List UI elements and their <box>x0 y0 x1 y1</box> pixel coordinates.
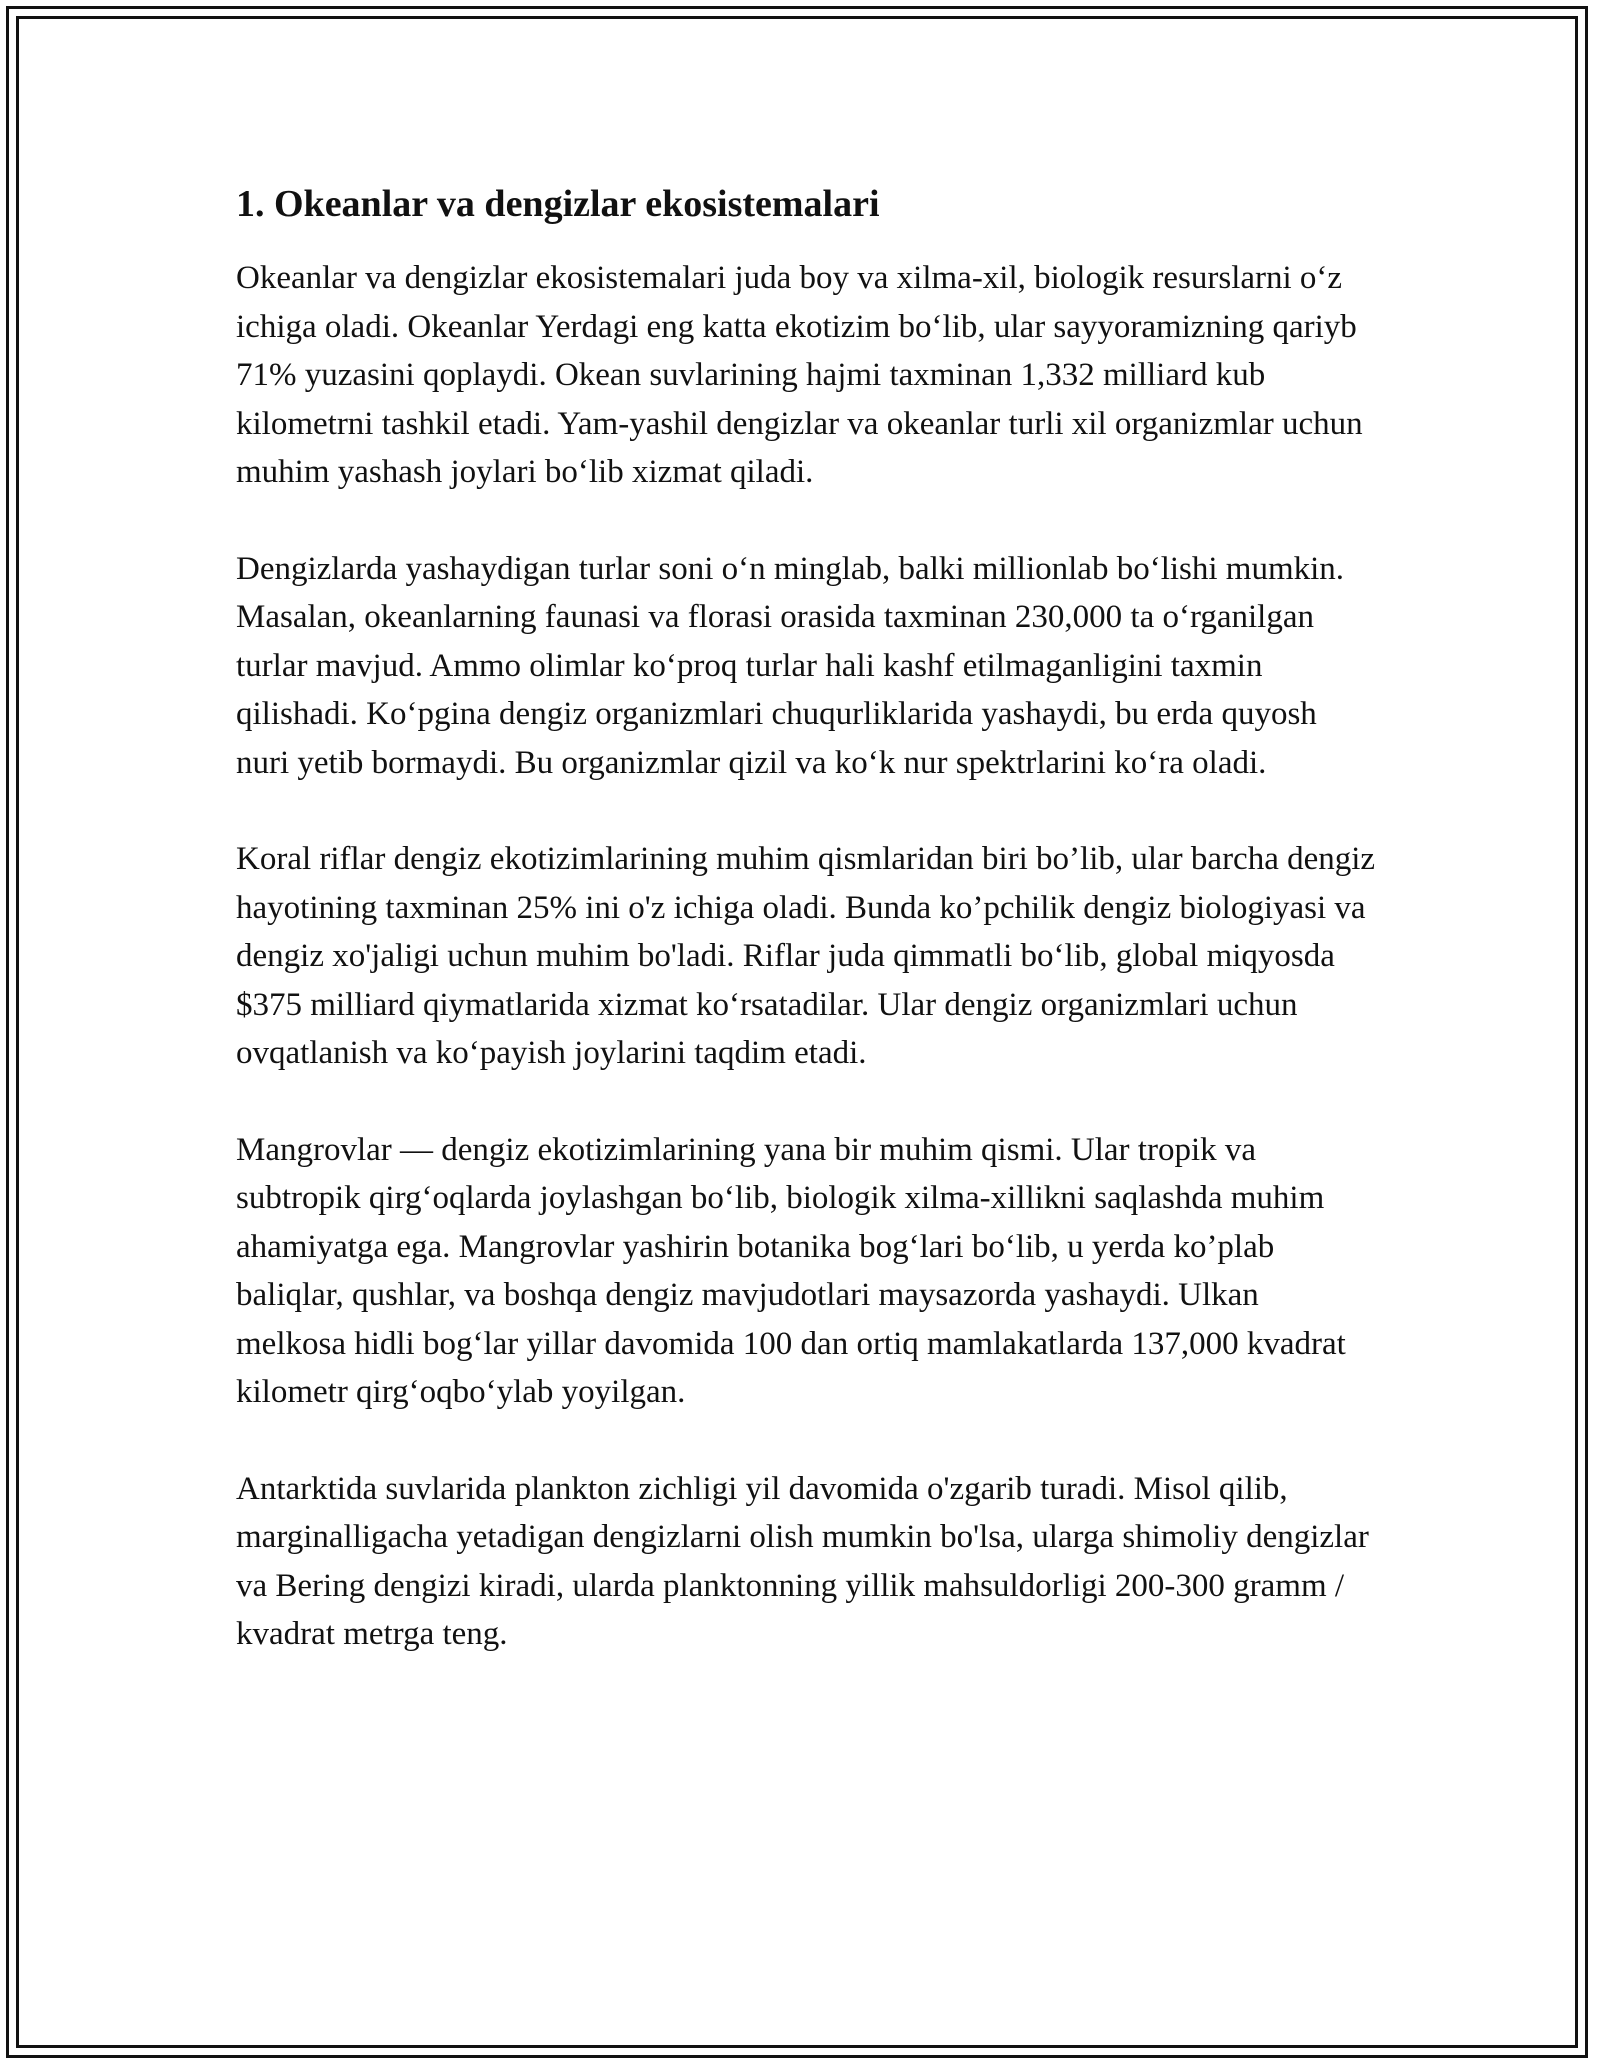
paragraph-coral-reefs: Koral riflar dengiz ekotizimlarining muhim qismlaridan biri bo’lib, ular barcha dengiz hayotining taxminan 25% ini o'z ichiga oladi. Bunda ko’pchilik dengiz biologiyasi va dengiz xo'jaligi uchun muhim bo'ladi. Riflar juda qimmatli bo‘lib, global miqyosda $375 milliard qiymatlarida xizmat ko‘rsatadilar. Ular dengiz organizmlari uchun ovqatlanish va ko‘payish joylarini taqdim etadi. <box>236 841 1376 1071</box>
section-heading: 1. Okeanlar va dengizlar ekosistemalari <box>236 183 880 225</box>
paragraph-species: Dengizlarda yashaydigan turlar soni o‘n minglab, balki millionlab bo‘lishi mumkin. Masalan, okeanlarning faunasi va florasi orasida taxminan 230,000 ta o‘rganilgan turlar mavjud. Ammo olimlar ko‘proq turlar hali kashf etilmaganligini taxmin qilishadi. Ko‘pgina dengiz organizmlari chuqurliklarida yashaydi, bu erda quyosh nuri yetib bormaydi. Bu organizmlar qizil va ko‘k nur spektrlarini ko‘ra oladi. <box>236 550 1345 781</box>
paragraph-oceans: Okeanlar va dengizlar ekosistemalari juda boy va xilma-xil, biologik resurslarni o‘z ichiga oladi. Okeanlar Yerdagi eng katta ekotizim bo‘lib, ular sayyoramizning qariyb 71% yuzasini qoplaydi. Okean suvlarining hajmi taxminan 1,332 milliard kub kilometrni tashkil etadi. Yam-yashil dengizlar va okeanlar turli xil organizmlar uchun muhim yashash joylari bo‘lib xizmat qiladi. <box>236 260 1363 490</box>
paragraph-mangroves: Mangrovlar — dengiz ekotizimlarining yana bir muhim qismi. Ular tropik va subtropik qirg‘oqlarda joylashgan bo‘lib, biologik xilma-xillikni saqlashda muhim ahamiyatga ega. Mangrovlar yashirin botanika bog‘lari bo‘lib, u yerda ko’plab baliqlar, qushlar, va boshqa dengiz mavjudotlari maysazorda yashaydi. Ulkan melkosa hidli bog‘lar yillar davomida 100 dan ortiq mamlakatlarda 137,000 kvadrat kilometr qirg‘oqbo‘ylab yoyilgan. <box>236 1131 1346 1410</box>
paragraph-antarctica-plankton: Antarktida suvlarida plankton zichligi yil davomida o'zgarib turadi. Misol qilib, marginalligacha yetadigan dengizlarni olish mumkin bo'lsa, ularga shimoliy dengizlar va Bering dengizi kiradi, ularda planktonning yillik mahsuldorligi 200-300 gramm / kvadrat metrga teng. <box>236 1470 1369 1652</box>
document-body <box>236 180 1376 1659</box>
